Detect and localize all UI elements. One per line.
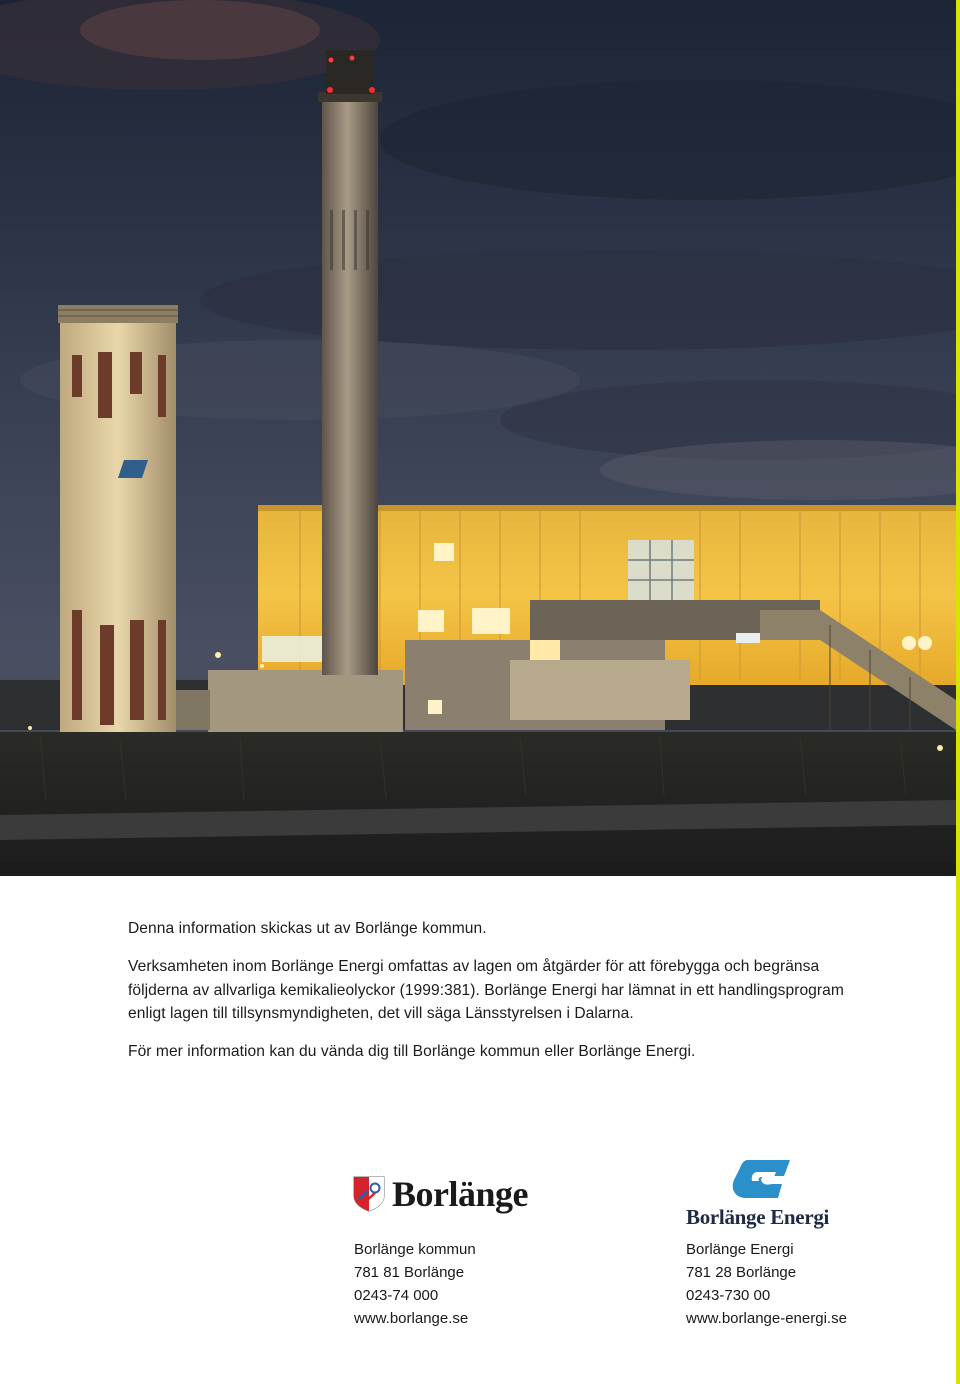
borlange-coat-of-arms-icon (353, 1176, 385, 1212)
contact-paragraph: För mer information kan du vända dig till Borlänge kommun eller Borlänge Energi. (128, 1043, 696, 1060)
contact-borlange-kommun (354, 1238, 476, 1330)
info-text (128, 917, 848, 1078)
contact-website: www.borlange-energi.se (686, 1310, 847, 1327)
page-edge-accent (956, 0, 960, 1384)
contact-name: Borlänge Energi (686, 1241, 794, 1258)
contact-name: Borlänge kommun (354, 1241, 476, 1258)
contact-address: 781 28 Borlänge (686, 1264, 797, 1281)
borlange-energi-mark-icon (732, 1160, 790, 1200)
regulation-paragraph: Verksamheten inom Borlänge Energi omfattas av lagen om åtgärder för att förebygga och begränsa följderna av allvarliga kemikalieolyckor (1999:381). Borlänge Energi har lämnat in ett handlingsprogram enligt lagen till tillsynsmyndigheten, det vill säga Länsstyrelsen i Dalarna. (128, 958, 844, 1022)
borlange-logo-text: Borlänge (392, 1174, 528, 1214)
contact-phone: 0243-730 00 (686, 1287, 771, 1304)
borlange-energi-logo-text: Borlänge Energi (686, 1205, 830, 1229)
contact-borlange-energi (686, 1238, 847, 1330)
contact-address: 781 81 Borlänge (354, 1264, 465, 1281)
contact-phone: 0243-74 000 (354, 1287, 439, 1304)
contact-website: www.borlange.se (354, 1310, 469, 1327)
intro-line: Denna information skickas ut av Borlänge kommun. (128, 920, 487, 937)
